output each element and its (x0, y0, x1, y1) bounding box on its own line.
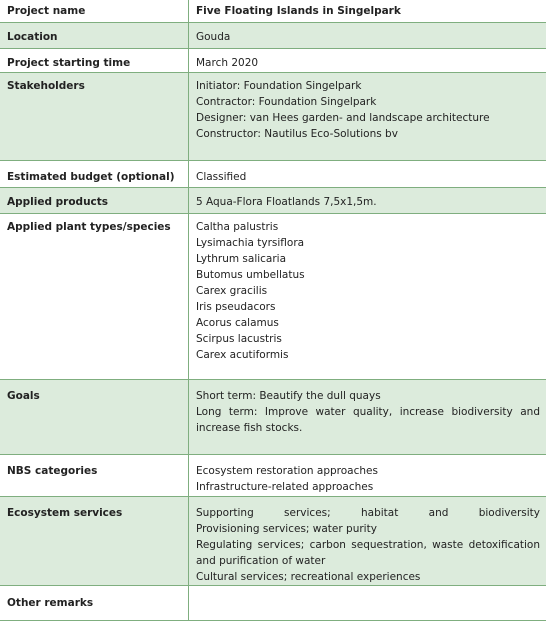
label-ecosystem-services: Ecosystem services (0, 496, 189, 585)
row-location (0, 22, 546, 48)
value-project-name: Five Floating Islands in Singelpark (189, 0, 547, 22)
row-start-time (0, 48, 546, 72)
row-products (0, 187, 546, 213)
goal-line: Long term: Improve water quality, increase biodiversity and increase fish stocks. (196, 405, 540, 434)
ecosystem-service-line: Supporting services; habitat and biodiversity (196, 506, 540, 519)
plant-species-item: Lysimachia tyrsiflora (196, 236, 305, 249)
ecosystem-service-line: Cultural services; recreational experiences (196, 570, 421, 583)
row-plants (0, 213, 546, 379)
value-location: Gouda (189, 22, 547, 48)
value-budget: Classified (189, 160, 547, 187)
ecosystem-service-line: Provisioning services; water purity (196, 522, 377, 535)
value-start-time: March 2020 (189, 48, 547, 72)
row-ecosystem-services (0, 496, 546, 585)
value-plants (189, 213, 547, 379)
row-other-remarks (0, 585, 546, 620)
value-other-remarks (189, 585, 547, 620)
label-other-remarks: Other remarks (0, 585, 189, 620)
plant-species-item: Lythrum salicaria (196, 252, 287, 265)
stakeholder-line: Designer: van Hees garden- and landscape architecture (196, 111, 490, 124)
value-products: 5 Aqua-Flora Floatlands 7,5x1,5m. (189, 187, 547, 213)
row-stakeholders (0, 72, 546, 160)
label-stakeholders: Stakeholders (0, 72, 189, 160)
label-location: Location (0, 22, 189, 48)
stakeholder-line: Initiator: Foundation Singelpark (196, 79, 362, 92)
row-nbs (0, 454, 546, 496)
goal-line: Short term: Beautify the dull quays (196, 389, 381, 402)
label-project-name: Project name (0, 0, 189, 22)
plant-species-item: Scirpus lacustris (196, 332, 282, 345)
label-start-time: Project starting time (0, 48, 189, 72)
plant-species-item: Carex gracilis (196, 284, 268, 297)
row-project-name (0, 0, 546, 22)
label-goals: Goals (0, 379, 189, 454)
ecosystem-service-line: Regulating services; carbon sequestration, waste detoxification and purification of water (196, 538, 540, 567)
row-budget (0, 160, 546, 187)
stakeholder-line: Contractor: Foundation Singelpark (196, 95, 377, 108)
label-products: Applied products (0, 187, 189, 213)
plant-species-item: Acorus calamus (196, 316, 279, 329)
plant-species-item: Caltha palustris (196, 220, 279, 233)
value-nbs (189, 454, 547, 496)
plant-species-item: Butomus umbellatus (196, 268, 305, 281)
nbs-category: Ecosystem restoration approaches (196, 464, 378, 477)
label-nbs: NBS categories (0, 454, 189, 496)
label-budget: Estimated budget (optional) (0, 160, 189, 187)
value-ecosystem-services (189, 496, 547, 585)
plant-species-item: Carex acutiformis (196, 348, 289, 361)
label-plants: Applied plant types/species (0, 213, 189, 379)
value-stakeholders (189, 72, 547, 160)
nbs-category: Infrastructure-related approaches (196, 480, 374, 493)
row-goals (0, 379, 546, 454)
stakeholder-line: Constructor: Nautilus Eco-Solutions bv (196, 127, 398, 140)
value-goals (189, 379, 547, 454)
plant-species-item: Iris pseudacors (196, 300, 276, 313)
